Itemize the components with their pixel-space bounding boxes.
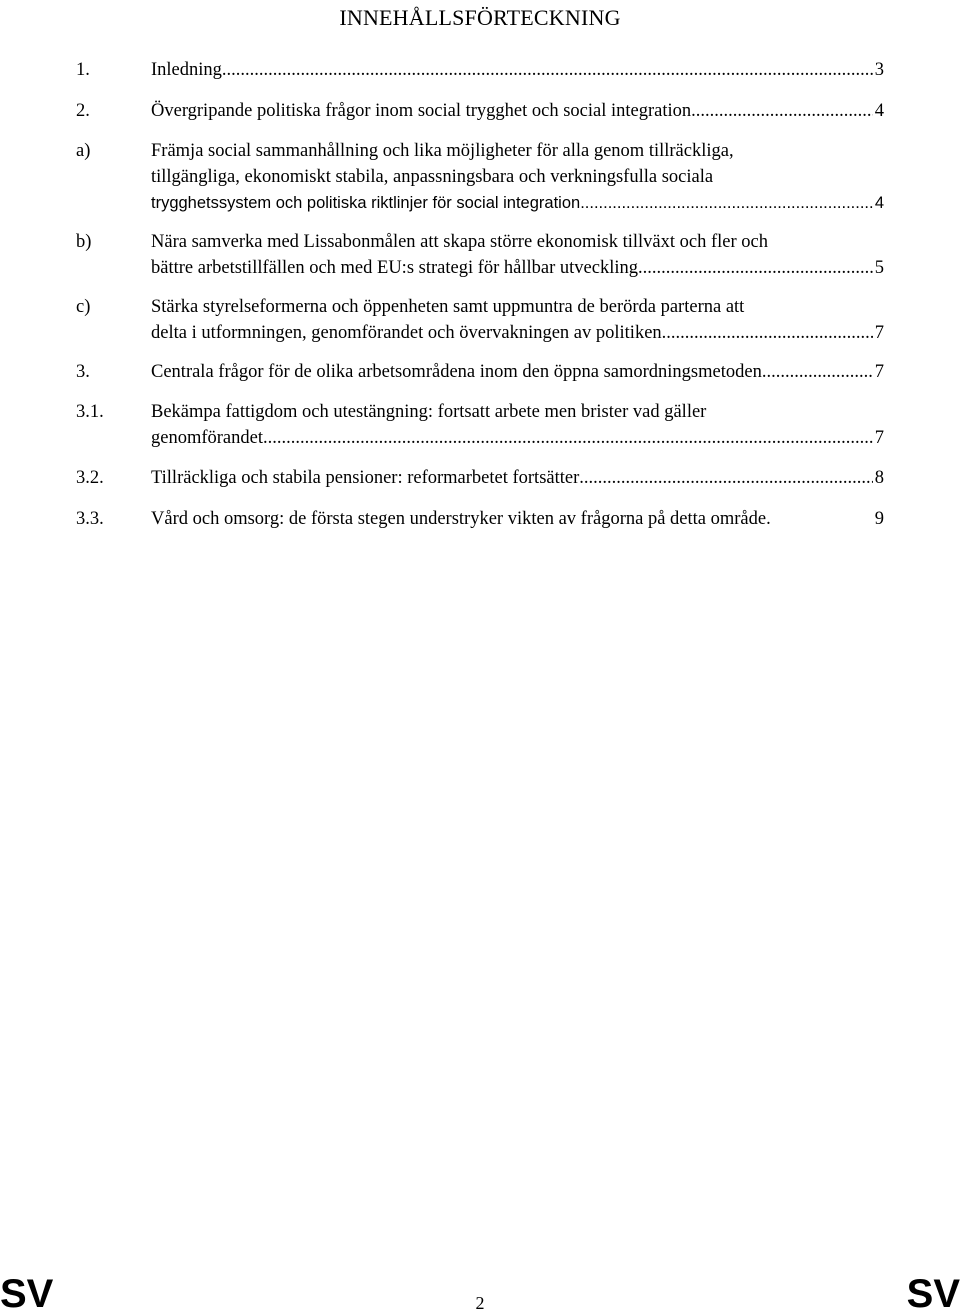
toc-entry-title: Tillräckliga och stabila pensioner: reformarbetet fortsätter: [151, 468, 580, 488]
toc-page-number: 9: [874, 509, 884, 529]
dot-leader: [691, 98, 873, 124]
toc-entry-number: 3.3.: [76, 509, 104, 529]
toc-entry-body: [151, 506, 884, 532]
toc-entry-body: [151, 294, 884, 346]
footer-language-label-right: SV: [906, 1272, 960, 1316]
toc-entry-body: [151, 138, 884, 216]
toc-page-number: 4: [874, 101, 884, 121]
toc-entry-number: a): [76, 141, 91, 161]
dot-leader: [762, 359, 873, 385]
dot-leader: [666, 320, 872, 346]
toc-entry-number: c): [76, 297, 91, 317]
page-title: INNEHÅLLSFÖRTECKNING: [339, 5, 621, 30]
toc-entry-line: Främja social sammanhållning och lika möjligheter för alla genom tillräckliga,: [151, 141, 734, 161]
toc-page-number: 3: [874, 60, 884, 80]
toc-entry-title: genomförandet: [151, 428, 263, 448]
dot-leader: [222, 57, 873, 83]
toc-page-number: 4: [874, 194, 884, 212]
toc-entry-number: 2.: [76, 101, 90, 121]
toc-entry-number: 1.: [76, 60, 90, 80]
toc-entry-body: [151, 98, 884, 124]
toc-entry-number: 3.2.: [76, 468, 104, 488]
toc-entry-title: Inledning: [151, 60, 222, 80]
toc-entry-line: Stärka styrelseformerna och öppenheten samt uppmuntra de berörda parterna att: [151, 297, 745, 317]
page-number: 2: [475, 1293, 485, 1313]
toc-entry-number: 3.: [76, 362, 90, 382]
toc-entry-line: tillgängliga, ekonomiskt stabila, anpassningsbara och verkningsfulla sociala: [151, 167, 714, 187]
toc-page-number: 7: [874, 323, 884, 343]
toc-entry-line: Nära samverka med Lissabonmålen att skapa större ekonomisk tillväxt och fler och: [151, 232, 768, 252]
dot-leader: [263, 425, 873, 451]
dot-leader: [580, 190, 873, 216]
toc-page-number: 8: [874, 468, 884, 488]
footer-language-label-left: SV: [0, 1272, 54, 1316]
toc-entry-number: b): [76, 232, 92, 252]
toc-entry-body: [151, 57, 884, 83]
toc-entry-title: bättre arbetstillfällen och med EU:s strategi för hållbar utveckling.: [151, 258, 643, 278]
toc-entry-title: Centrala frågor för de olika arbetsområdena inom den öppna samordningsmetoden: [151, 362, 762, 382]
toc-entry-body: [151, 465, 884, 491]
dot-leader: [579, 465, 872, 491]
dot-leader: [643, 255, 873, 281]
toc-page-number: 7: [874, 362, 884, 382]
toc-entry-number: 3.1.: [76, 402, 104, 422]
toc-entry-line: Bekämpa fattigdom och utestängning: fortsatt arbete men brister vad gäller: [151, 402, 707, 422]
toc-entry-body: [151, 229, 884, 281]
toc-page-number: 5: [874, 258, 884, 278]
toc-entry-body: [151, 399, 884, 451]
toc-page-number: 7: [874, 428, 884, 448]
toc-entry-title: Övergripande politiska frågor inom social trygghet och social integration: [151, 101, 692, 121]
toc-entry-title: delta i utformningen, genomförandet och övervakningen av politiken.: [151, 323, 667, 343]
toc-entry-title: trygghetssystem och politiska riktlinjer för social integration: [151, 194, 581, 212]
toc-entry-title: Vård och omsorg: de första stegen understryker vikten av frågorna på detta område.: [151, 509, 771, 529]
toc-entry-body: [151, 359, 884, 385]
